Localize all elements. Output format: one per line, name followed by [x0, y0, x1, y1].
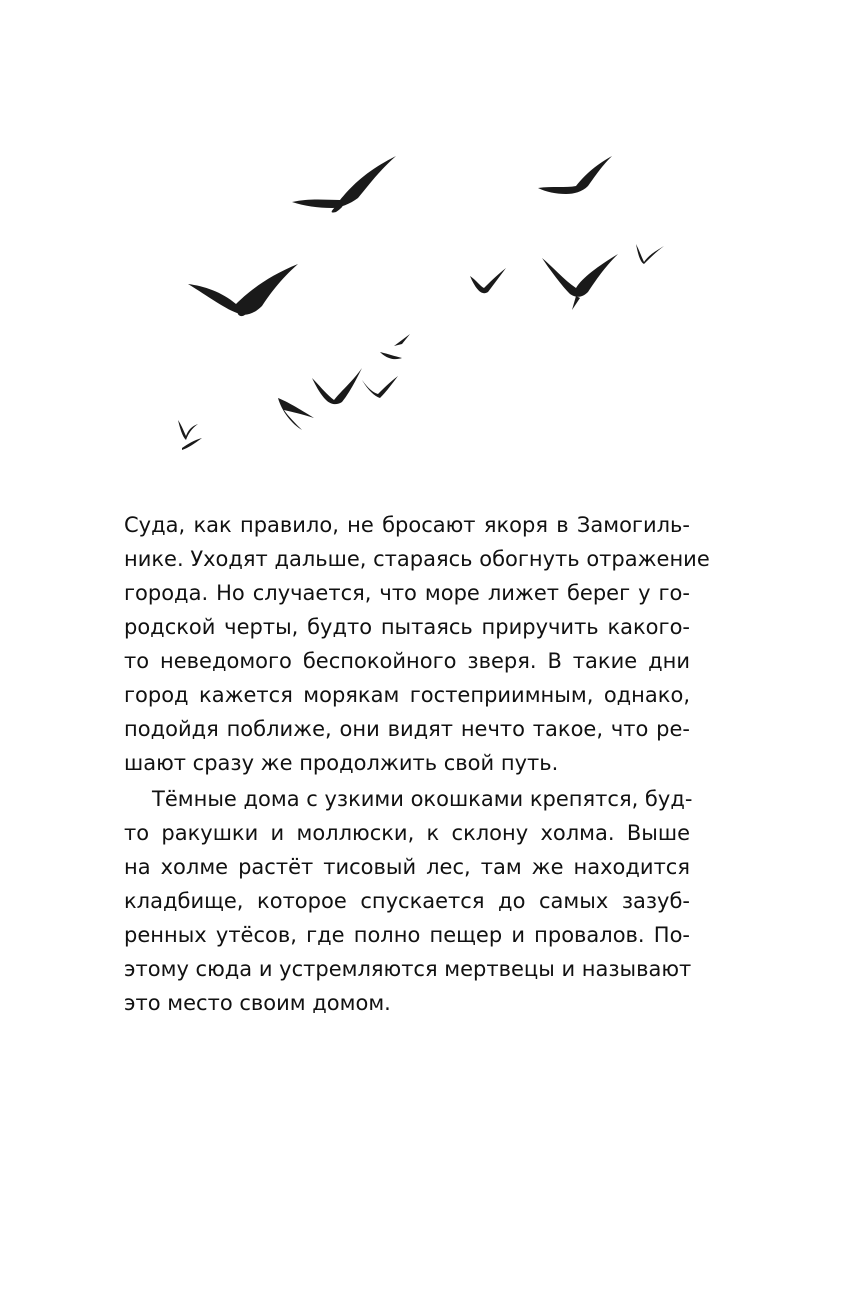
paragraph-2-line: ренных утёсов, где полно пещер и провалов. По-	[124, 923, 690, 947]
bird-icon	[292, 156, 396, 213]
body-text	[124, 508, 710, 1020]
paragraph-1-line: город кажется морякам гостеприимным, однако,	[124, 683, 690, 707]
paragraph-1-line: города. Но случается, что море лижет берег у го-	[124, 581, 690, 605]
paragraph-1-line: нике. Уходят дальше, стараясь обогнуть отражение	[124, 547, 710, 571]
birds-svg	[170, 148, 670, 468]
paragraph-2-line: то ракушки и моллюски, к склону холма. Выше	[124, 821, 690, 845]
bird-icon	[188, 264, 298, 316]
bird-icon	[312, 368, 362, 404]
paragraph-1-line: подойдя поближе, они видят нечто такое, что ре-	[124, 717, 690, 741]
birds-illustration-icon	[170, 148, 670, 468]
bird-icon	[538, 156, 612, 194]
bird-icon	[470, 268, 506, 293]
paragraph-2-line: этому сюда и устремляются мертвецы и называют	[124, 957, 692, 981]
paragraph-1-line: то неведомого беспокойного зверя. В такие дни	[124, 649, 690, 673]
paragraph-2-line: на холме растёт тисовый лес, там же находится	[124, 855, 690, 879]
paragraph-1-line: родской черты, будто пытаясь приручить какого-	[124, 615, 690, 639]
paragraph-2-line: кладбище, которое спускается до самых зазуб-	[124, 889, 690, 913]
paragraph-1-line: шают сразу же продолжить свой путь.	[124, 751, 559, 775]
bird-icon	[278, 398, 314, 430]
paragraph-2-line: это место своим домом.	[124, 991, 391, 1015]
bird-icon	[542, 254, 618, 310]
paragraph-2-line: Тёмные дома с узкими окошками крепятся, буд-	[152, 787, 693, 811]
bird-icon	[362, 376, 398, 398]
paragraph-1-line: Суда, как правило, не бросают якоря в Замогиль-	[124, 513, 690, 537]
bird-icon	[636, 244, 664, 264]
bird-icon	[178, 420, 202, 450]
bird-icon	[380, 334, 410, 359]
